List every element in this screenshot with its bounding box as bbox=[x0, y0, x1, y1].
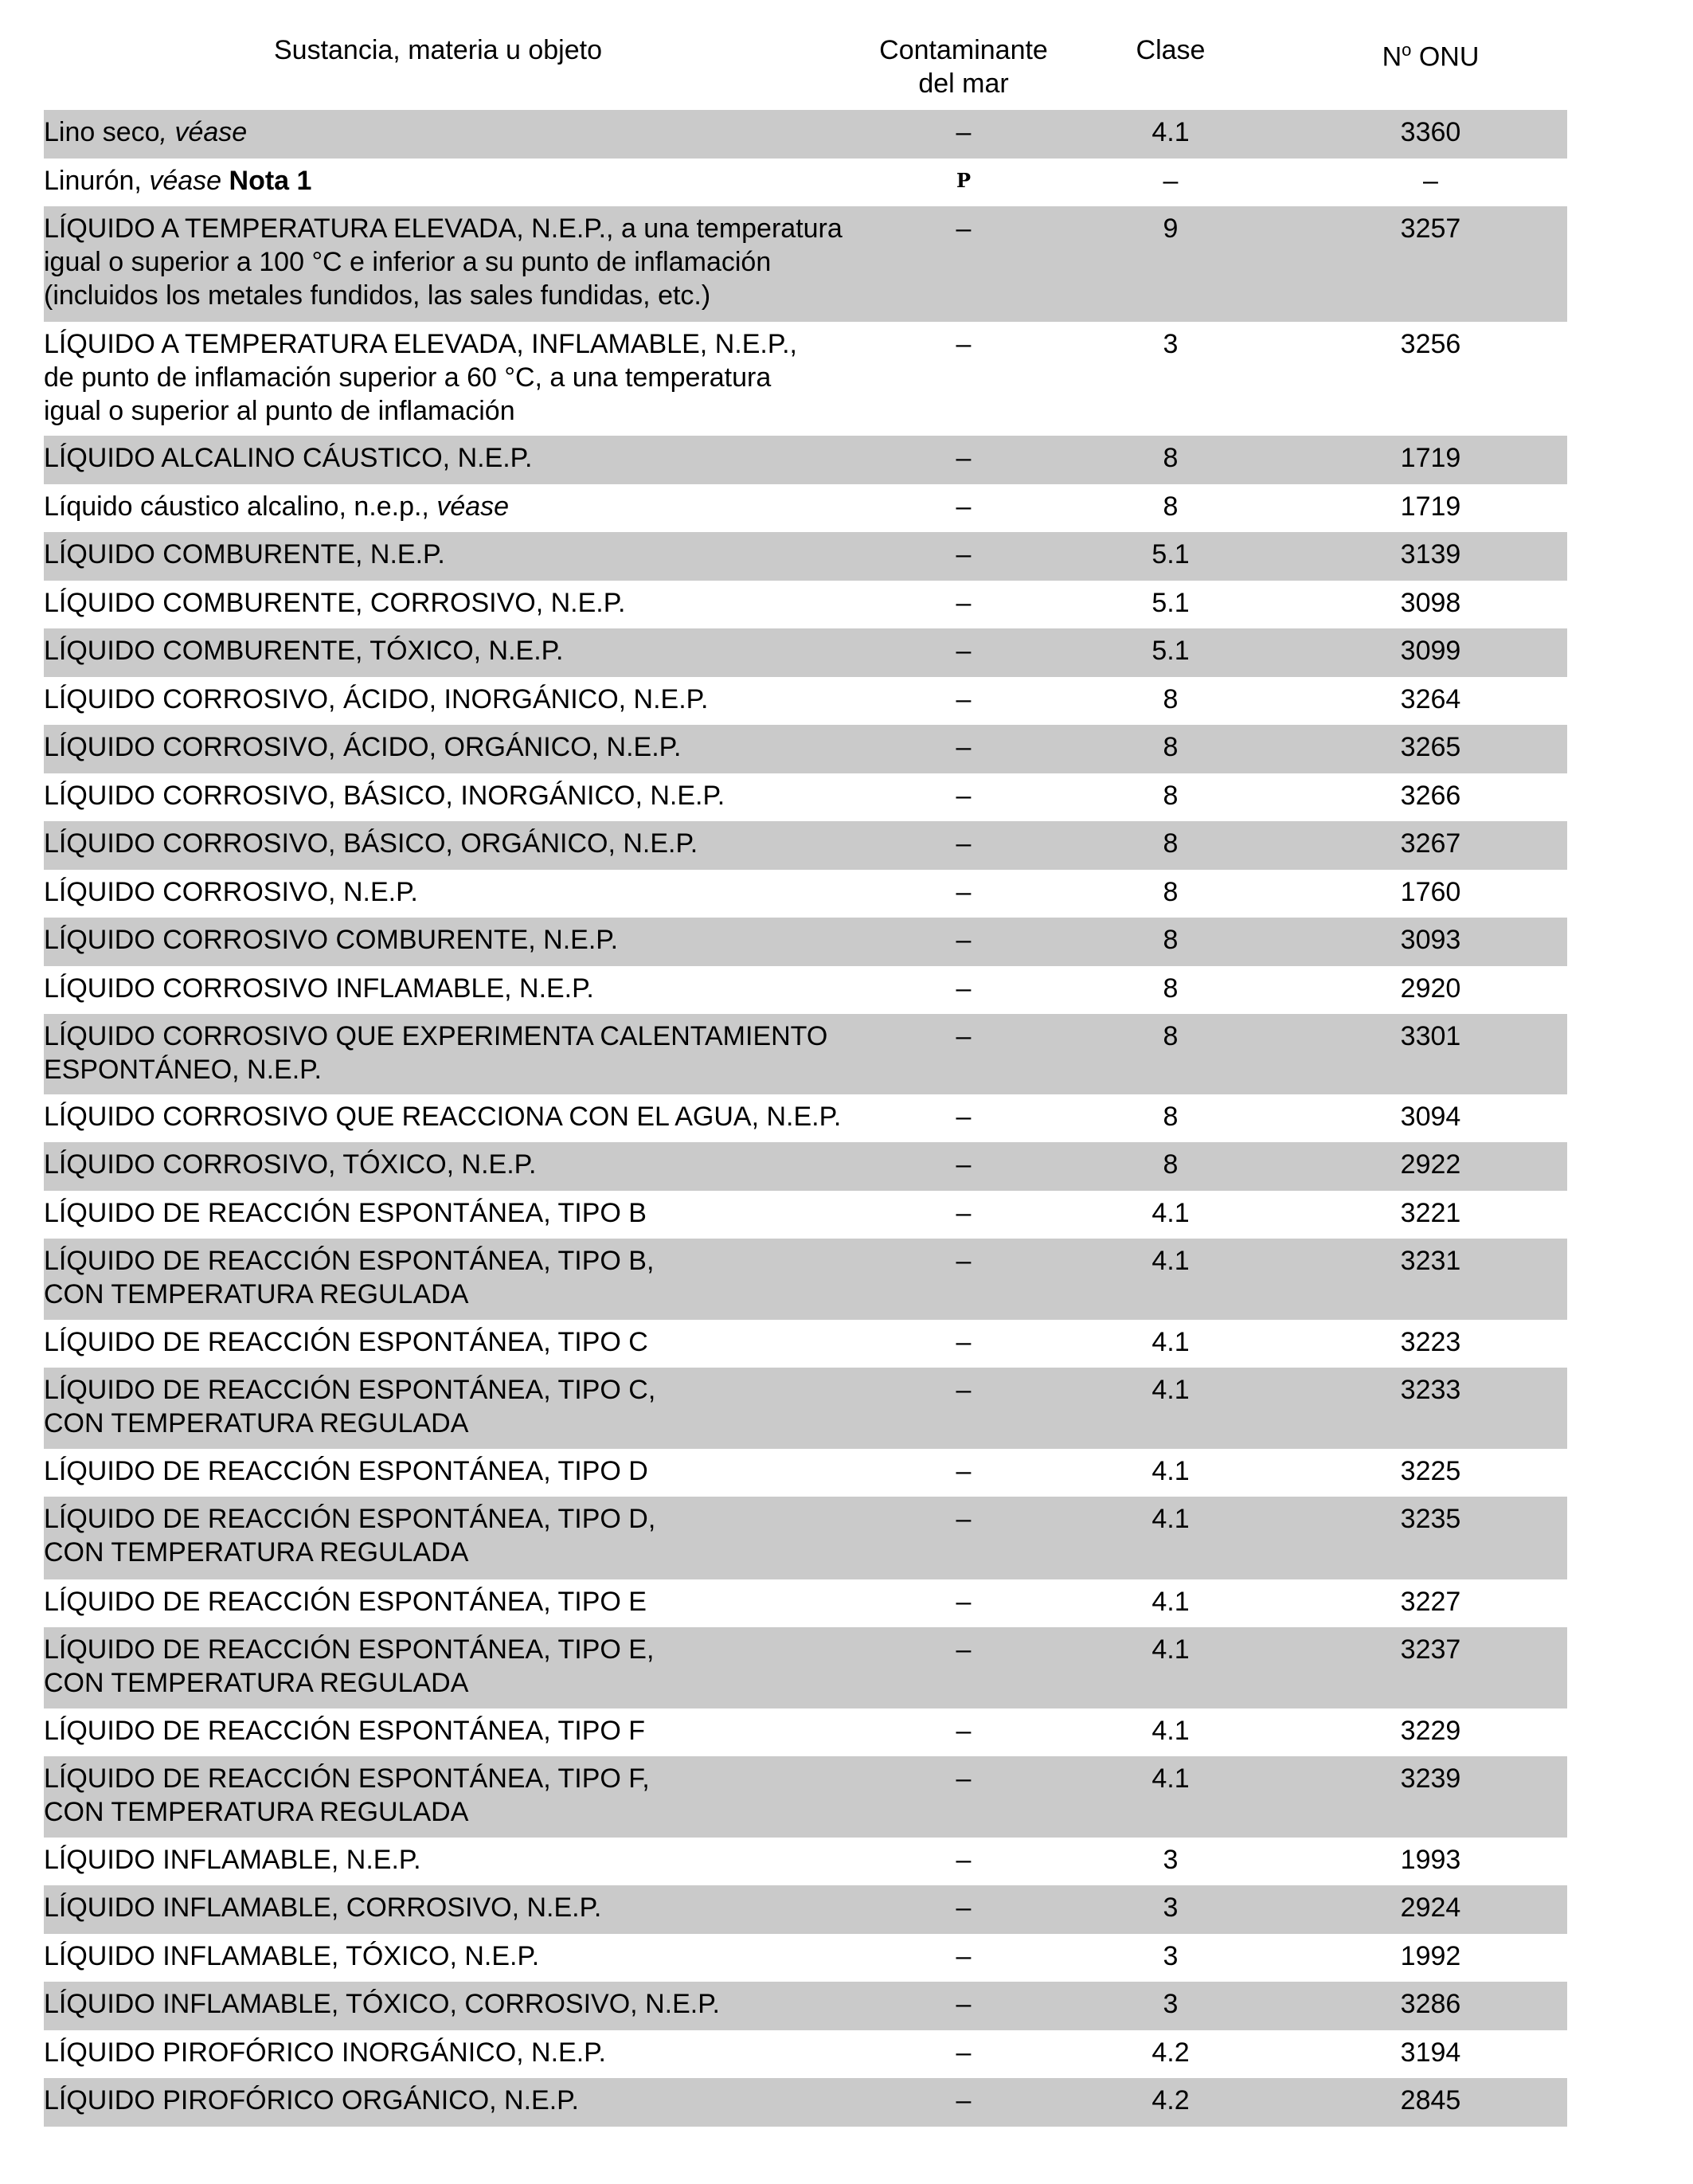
table-row bbox=[44, 773, 1567, 821]
cell-marine-pollutant: – bbox=[956, 213, 972, 244]
cell-un-number: 3266 bbox=[1400, 781, 1461, 811]
table-row bbox=[44, 1982, 1567, 2030]
cell-substance-text: LÍQUIDO CORROSIVO QUE EXPERIMENTA CALENTAMIENTO ESPONTÁNEO, N.E.P. bbox=[44, 1021, 828, 1085]
cell-class: 9 bbox=[1163, 213, 1179, 244]
cell-substance-text: LÍQUIDO DE REACCIÓN ESPONTÁNEA, TIPO D, CON TEMPERATURA REGULADA bbox=[44, 1504, 656, 1568]
table-row bbox=[44, 532, 1567, 581]
cell-substance-text: LÍQUIDO INFLAMABLE, CORROSIVO, N.E.P. bbox=[44, 1892, 602, 1923]
table-row bbox=[44, 1627, 1567, 1708]
table-row bbox=[44, 1934, 1567, 1982]
cell-marine-pollutant: – bbox=[956, 1021, 972, 1051]
cell-class: 8 bbox=[1163, 973, 1179, 1004]
cell-class: 3 bbox=[1163, 329, 1179, 359]
cell-un-number: 3235 bbox=[1400, 1504, 1461, 1534]
header-substance: Sustancia, materia u objeto bbox=[273, 35, 603, 65]
cell-marine-pollutant: – bbox=[956, 732, 972, 762]
cell-class: 3 bbox=[1163, 1989, 1179, 2019]
table-row bbox=[44, 2030, 1567, 2078]
cell-substance-text: LÍQUIDO COMBURENTE, TÓXICO, N.E.P. bbox=[44, 636, 564, 666]
cell-marine-pollutant: – bbox=[956, 781, 972, 811]
header-un-number-suffix: ONU bbox=[1411, 41, 1480, 72]
cell-class: 3 bbox=[1163, 1941, 1179, 1971]
cell-substance-text: LÍQUIDO CORROSIVO QUE REACCIONA CON EL AGUA, N.E.P. bbox=[44, 1102, 842, 1132]
cell-marine-pollutant: – bbox=[956, 1198, 972, 1228]
cell-marine-pollutant: – bbox=[956, 1941, 972, 1971]
table-row bbox=[44, 1449, 1567, 1497]
cell-substance bbox=[44, 1843, 880, 1877]
header-marine-pollutant-line1: Contaminante bbox=[879, 35, 1048, 65]
cell-substance-text: LÍQUIDO DE REACCIÓN ESPONTÁNEA, TIPO E bbox=[44, 1587, 647, 1617]
table-row bbox=[44, 677, 1567, 725]
cell-class: 5.1 bbox=[1151, 539, 1190, 569]
cell-marine-pollutant: – bbox=[956, 1246, 972, 1276]
cell-marine-pollutant: – bbox=[956, 1375, 972, 1405]
table-row bbox=[44, 1885, 1567, 1934]
cell-class: – bbox=[1163, 166, 1179, 196]
cell-substance-text: LÍQUIDO DE REACCIÓN ESPONTÁNEA, TIPO F bbox=[44, 1716, 646, 1746]
cell-substance bbox=[44, 1100, 880, 1133]
cell-un-number: 3233 bbox=[1400, 1375, 1461, 1405]
cell-marine-pollutant: – bbox=[956, 1327, 972, 1357]
cell-substance-text: LÍQUIDO INFLAMABLE, N.E.P. bbox=[44, 1845, 421, 1875]
cell-un-number: 3227 bbox=[1400, 1587, 1461, 1617]
cell-substance bbox=[44, 1148, 880, 1181]
cell-un-number: 1992 bbox=[1400, 1941, 1461, 1971]
cell-class: 8 bbox=[1163, 1102, 1179, 1132]
cell-marine-pollutant: – bbox=[956, 1763, 972, 1794]
cell-un-number: 3301 bbox=[1400, 1021, 1461, 1051]
cell-substance bbox=[44, 212, 880, 312]
cell-substance bbox=[44, 1502, 880, 1569]
cell-un-number: 3223 bbox=[1400, 1327, 1461, 1357]
cell-class: 3 bbox=[1163, 1892, 1179, 1923]
table-row bbox=[44, 206, 1567, 322]
cell-substance-text: LÍQUIDO INFLAMABLE, TÓXICO, CORROSIVO, N.E.P. bbox=[44, 1989, 720, 2019]
table-row bbox=[44, 1368, 1567, 1449]
header-marine-pollutant-line2: del mar bbox=[918, 68, 1009, 99]
cell-marine-pollutant: – bbox=[956, 973, 972, 1004]
table-row bbox=[44, 1320, 1567, 1368]
cell-un-number: 3229 bbox=[1400, 1716, 1461, 1746]
table-row bbox=[44, 821, 1567, 870]
cell-class: 4.1 bbox=[1151, 117, 1190, 147]
cell-un-number: 1719 bbox=[1400, 443, 1461, 473]
cell-marine-pollutant: – bbox=[956, 491, 972, 522]
header-un-number-sup: o bbox=[1402, 40, 1412, 60]
cell-substance-text: LÍQUIDO DE REACCIÓN ESPONTÁNEA, TIPO C, CON TEMPERATURA REGULADA bbox=[44, 1375, 656, 1438]
cell-class: 4.1 bbox=[1151, 1504, 1190, 1534]
cell-class: 8 bbox=[1163, 1021, 1179, 1051]
cell-marine-pollutant: – bbox=[956, 443, 972, 473]
cell-class: 5.1 bbox=[1151, 588, 1190, 618]
table-body bbox=[44, 110, 1567, 2127]
cell-un-number: 3194 bbox=[1400, 2037, 1461, 2068]
table-row bbox=[44, 484, 1567, 532]
cell-marine-pollutant: – bbox=[956, 828, 972, 859]
cell-substance bbox=[44, 2036, 880, 2069]
cell-substance-text: LÍQUIDO COMBURENTE, CORROSIVO, N.E.P. bbox=[44, 588, 626, 618]
table-row bbox=[44, 628, 1567, 677]
cell-substance bbox=[44, 1373, 880, 1440]
cell-substance bbox=[44, 586, 880, 620]
cell-marine-pollutant: – bbox=[956, 925, 972, 955]
cell-un-number: 3231 bbox=[1400, 1246, 1461, 1276]
cell-substance bbox=[44, 1987, 880, 2021]
cell-substance-text: véase bbox=[149, 166, 222, 196]
cell-un-number: 1993 bbox=[1400, 1845, 1461, 1875]
cell-substance bbox=[44, 1454, 880, 1488]
cell-class: 4.1 bbox=[1151, 1634, 1190, 1665]
cell-class: 4.2 bbox=[1151, 2085, 1190, 2116]
cell-un-number: 3286 bbox=[1400, 1989, 1461, 2019]
table-row bbox=[44, 1094, 1567, 1142]
cell-un-number: 3098 bbox=[1400, 588, 1461, 618]
cell-marine-pollutant: – bbox=[956, 1634, 972, 1665]
table-row bbox=[44, 1579, 1567, 1627]
cell-substance bbox=[44, 1020, 880, 1086]
cell-substance bbox=[44, 1325, 880, 1359]
cell-class: 8 bbox=[1163, 684, 1179, 714]
cell-substance-text: véase bbox=[436, 491, 510, 522]
cell-substance bbox=[44, 2084, 880, 2117]
table-row bbox=[44, 1239, 1567, 1320]
cell-substance bbox=[44, 164, 880, 198]
cell-substance-text: LÍQUIDO CORROSIVO, TÓXICO, N.E.P. bbox=[44, 1149, 537, 1180]
table-row bbox=[44, 1497, 1567, 1579]
cell-class: 4.1 bbox=[1151, 1375, 1190, 1405]
cell-substance-text: LÍQUIDO COMBURENTE, N.E.P. bbox=[44, 539, 445, 569]
cell-un-number: 3257 bbox=[1400, 213, 1461, 244]
cell-un-number: 3239 bbox=[1400, 1763, 1461, 1794]
table-row bbox=[44, 322, 1567, 436]
cell-substance bbox=[44, 441, 880, 475]
cell-class: 4.1 bbox=[1151, 1763, 1190, 1794]
cell-class: 4.1 bbox=[1151, 1456, 1190, 1486]
cell-substance-text: LÍQUIDO CORROSIVO, ÁCIDO, ORGÁNICO, N.E.P. bbox=[44, 732, 682, 762]
cell-un-number: 3237 bbox=[1400, 1634, 1461, 1665]
cell-substance-text: , véase bbox=[159, 117, 248, 147]
cell-un-number: 3265 bbox=[1400, 732, 1461, 762]
cell-class: 8 bbox=[1163, 781, 1179, 811]
cell-substance-text: LÍQUIDO DE REACCIÓN ESPONTÁNEA, TIPO F, CON TEMPERATURA REGULADA bbox=[44, 1763, 650, 1827]
cell-marine-pollutant: – bbox=[956, 1504, 972, 1534]
cell-substance bbox=[44, 115, 880, 149]
table-row bbox=[44, 966, 1567, 1014]
cell-substance-text: Linurón, bbox=[44, 166, 150, 196]
cell-marine-pollutant: – bbox=[956, 636, 972, 666]
cell-marine-pollutant: – bbox=[956, 539, 972, 569]
cell-class: 8 bbox=[1163, 491, 1179, 522]
cell-marine-pollutant: – bbox=[956, 684, 972, 714]
cell-substance-text: LÍQUIDO DE REACCIÓN ESPONTÁNEA, TIPO B, CON TEMPERATURA REGULADA bbox=[44, 1246, 655, 1309]
table-row bbox=[44, 159, 1567, 206]
table-row bbox=[44, 1014, 1567, 1094]
cell-substance-text: LÍQUIDO CORROSIVO, N.E.P. bbox=[44, 877, 418, 907]
header-class: Clase bbox=[1136, 35, 1206, 65]
cell-class: 8 bbox=[1163, 732, 1179, 762]
cell-un-number: 3139 bbox=[1400, 539, 1461, 569]
table-row bbox=[44, 2078, 1567, 2127]
cell-substance bbox=[44, 1762, 880, 1829]
cell-un-number: 3360 bbox=[1400, 117, 1461, 147]
cell-marine-pollutant: – bbox=[956, 117, 972, 147]
cell-substance bbox=[44, 490, 880, 523]
cell-class: 4.1 bbox=[1151, 1246, 1190, 1276]
cell-marine-pollutant: – bbox=[956, 1149, 972, 1180]
cell-marine-pollutant: – bbox=[956, 1587, 972, 1617]
table-header-row bbox=[44, 33, 1567, 110]
cell-substance-text: LÍQUIDO DE REACCIÓN ESPONTÁNEA, TIPO B bbox=[44, 1198, 647, 1228]
cell-marine-pollutant: – bbox=[956, 1892, 972, 1923]
table-row bbox=[44, 581, 1567, 628]
table-row bbox=[44, 1142, 1567, 1191]
cell-un-number: 3225 bbox=[1400, 1456, 1461, 1486]
cell-un-number: 2922 bbox=[1400, 1149, 1461, 1180]
cell-substance bbox=[44, 1244, 880, 1311]
header-un-number bbox=[1294, 33, 1567, 110]
cell-un-number: 3094 bbox=[1400, 1102, 1461, 1132]
cell-substance bbox=[44, 923, 880, 957]
cell-substance-text: LÍQUIDO CORROSIVO, BÁSICO, INORGÁNICO, N.E.P. bbox=[44, 781, 725, 811]
cell-substance bbox=[44, 1891, 880, 1924]
cell-un-number: 3264 bbox=[1400, 684, 1461, 714]
cell-un-number: 2845 bbox=[1400, 2085, 1461, 2116]
cell-class: 8 bbox=[1163, 877, 1179, 907]
cell-class: 4.1 bbox=[1151, 1716, 1190, 1746]
cell-class: 5.1 bbox=[1151, 636, 1190, 666]
cell-substance bbox=[44, 1939, 880, 1973]
cell-marine-pollutant: – bbox=[956, 1845, 972, 1875]
table-row bbox=[44, 1708, 1567, 1756]
cell-substance bbox=[44, 730, 880, 764]
table-row bbox=[44, 918, 1567, 966]
cell-substance-text: LÍQUIDO PIROFÓRICO INORGÁNICO, N.E.P. bbox=[44, 2037, 606, 2068]
cell-substance-text: LÍQUIDO CORROSIVO, BÁSICO, ORGÁNICO, N.E.P. bbox=[44, 828, 698, 859]
cell-class: 3 bbox=[1163, 1845, 1179, 1875]
table-row bbox=[44, 1838, 1567, 1885]
cell-un-number: – bbox=[1423, 166, 1438, 196]
cell-substance bbox=[44, 1714, 880, 1748]
cell-substance bbox=[44, 634, 880, 667]
cell-substance-text: LÍQUIDO A TEMPERATURA ELEVADA, N.E.P., a una temperatura igual o superior a 100 °C e inferior a su punto de inflamación (incluidos los metales fundidos, las sales fundidas, etc.) bbox=[44, 213, 843, 311]
table-row bbox=[44, 870, 1567, 918]
cell-class: 8 bbox=[1163, 1149, 1179, 1180]
cell-substance bbox=[44, 779, 880, 812]
cell-marine-pollutant: – bbox=[956, 588, 972, 618]
cell-substance bbox=[44, 1196, 880, 1230]
cell-class: 4.2 bbox=[1151, 2037, 1190, 2068]
cell-substance-text: LÍQUIDO A TEMPERATURA ELEVADA, INFLAMABLE, N.E.P., de punto de inflamación superior a 60 °C, a una temperatura igual o superior al punto de inflamación bbox=[44, 329, 798, 426]
cell-marine-pollutant: – bbox=[956, 2037, 972, 2068]
cell-substance bbox=[44, 327, 880, 428]
cell-substance-text: LÍQUIDO PIROFÓRICO ORGÁNICO, N.E.P. bbox=[44, 2085, 579, 2116]
cell-substance bbox=[44, 538, 880, 571]
cell-un-number: 2924 bbox=[1400, 1892, 1461, 1923]
cell-substance-text: LÍQUIDO DE REACCIÓN ESPONTÁNEA, TIPO D bbox=[44, 1456, 648, 1486]
cell-class: 8 bbox=[1163, 828, 1179, 859]
cell-substance-text: Líquido cáustico alcalino, n.e.p., bbox=[44, 491, 437, 522]
cell-substance-text: LÍQUIDO CORROSIVO INFLAMABLE, N.E.P. bbox=[44, 973, 594, 1004]
cell-substance-text: LÍQUIDO DE REACCIÓN ESPONTÁNEA, TIPO C bbox=[44, 1327, 648, 1357]
table-row bbox=[44, 110, 1567, 159]
cell-substance-text: Nota 1 bbox=[221, 166, 312, 196]
cell-marine-pollutant: – bbox=[956, 329, 972, 359]
cell-substance bbox=[44, 1585, 880, 1618]
table-row bbox=[44, 725, 1567, 773]
cell-substance bbox=[44, 683, 880, 716]
cell-un-number: 1719 bbox=[1400, 491, 1461, 522]
cell-un-number: 3099 bbox=[1400, 636, 1461, 666]
cell-substance-text: LÍQUIDO ALCALINO CÁUSTICO, N.E.P. bbox=[44, 443, 533, 473]
cell-un-number: 3221 bbox=[1400, 1198, 1461, 1228]
cell-substance-text: Lino seco bbox=[44, 117, 160, 147]
table-row bbox=[44, 1191, 1567, 1239]
cell-marine-pollutant: – bbox=[956, 1456, 972, 1486]
cell-substance bbox=[44, 972, 880, 1005]
table-row bbox=[44, 436, 1567, 484]
cell-un-number: 3267 bbox=[1400, 828, 1461, 859]
cell-class: 4.1 bbox=[1151, 1587, 1190, 1617]
cell-marine-pollutant: – bbox=[956, 1102, 972, 1132]
cell-class: 8 bbox=[1163, 925, 1179, 955]
cell-un-number: 3093 bbox=[1400, 925, 1461, 955]
cell-substance-text: LÍQUIDO DE REACCIÓN ESPONTÁNEA, TIPO E, CON TEMPERATURA REGULADA bbox=[44, 1634, 655, 1698]
cell-substance bbox=[44, 875, 880, 909]
cell-un-number: 2920 bbox=[1400, 973, 1461, 1004]
cell-marine-pollutant: – bbox=[956, 1716, 972, 1746]
cell-un-number: 3256 bbox=[1400, 329, 1461, 359]
cell-marine-pollutant: – bbox=[956, 1989, 972, 2019]
cell-marine-pollutant: – bbox=[956, 877, 972, 907]
table-row bbox=[44, 1756, 1567, 1838]
header-marine-pollutant bbox=[860, 33, 1067, 110]
dangerous-goods-table bbox=[44, 33, 1567, 2127]
cell-class: 4.1 bbox=[1151, 1198, 1190, 1228]
cell-substance-text: LÍQUIDO CORROSIVO, ÁCIDO, INORGÁNICO, N.E.P. bbox=[44, 684, 709, 714]
cell-substance bbox=[44, 1633, 880, 1700]
cell-substance bbox=[44, 827, 880, 860]
cell-un-number: 1760 bbox=[1400, 877, 1461, 907]
cell-class: 8 bbox=[1163, 443, 1179, 473]
cell-substance-text: LÍQUIDO INFLAMABLE, TÓXICO, N.E.P. bbox=[44, 1941, 540, 1971]
cell-marine-pollutant: – bbox=[956, 2085, 972, 2116]
cell-marine-pollutant: P bbox=[956, 169, 972, 192]
cell-class: 4.1 bbox=[1151, 1327, 1190, 1357]
cell-substance-text: LÍQUIDO CORROSIVO COMBURENTE, N.E.P. bbox=[44, 925, 619, 955]
header-un-number-prefix: N bbox=[1382, 41, 1402, 72]
